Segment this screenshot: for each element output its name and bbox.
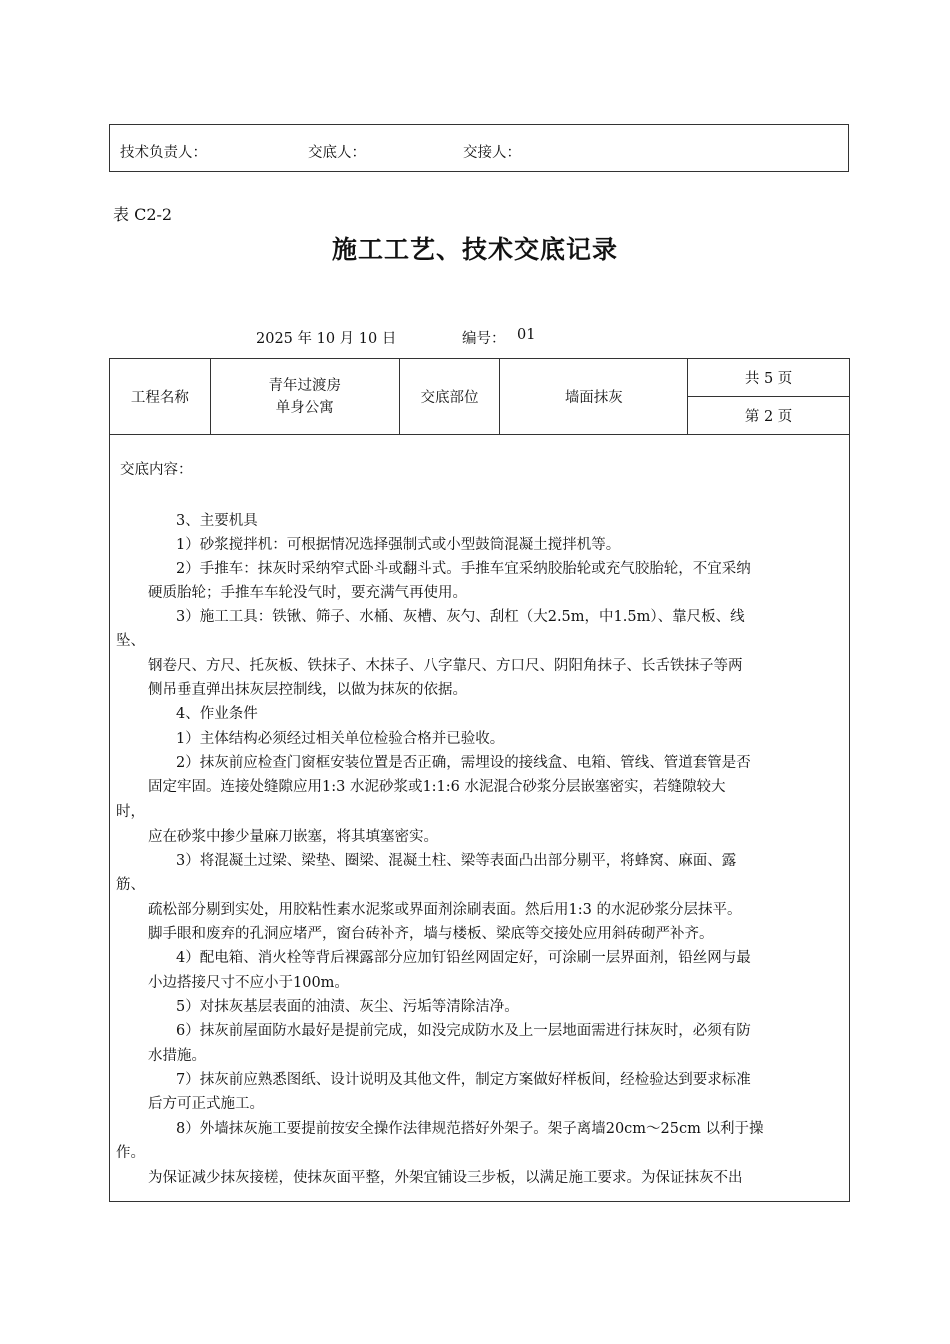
content-label: 交底内容： — [120, 462, 193, 478]
number-label: 编号： — [462, 331, 506, 347]
content-line: 1）主体结构必须经过相关单位检验合格并已验收。 — [176, 731, 505, 747]
content-line: 为保证减少抹灰接槎，使抹灰面平整，外架宜铺设三步板，以满足施工要求。为保证抹灰不出 — [148, 1170, 743, 1186]
content-line: 水措施。 — [148, 1048, 206, 1064]
content-line: 7）抹灰前应熟悉图纸、设计说明及其他文件，制定方案做好样板间，经检验达到要求标准 — [176, 1072, 751, 1088]
content-line: 3、主要机具 — [176, 513, 258, 529]
discloser-label: 交底人： — [308, 145, 366, 161]
form-number: 表 C2-2 — [113, 205, 173, 224]
project-name-line1: 青年过渡房 — [268, 377, 341, 394]
content-line: 6）抹灰前屋面防水最好是提前完成，如没完成防水及上一层地面需进行抹灰时，必须有防 — [176, 1023, 751, 1039]
header-table — [109, 358, 850, 435]
total-pages: 共 5 页 — [688, 359, 850, 397]
content-box — [109, 434, 850, 1202]
content-line: 2）手推车：抹灰时采纳窄式卧斗或翻斗式。手推车宜采纳胶胎轮或充气胶胎轮，不宜采纳 — [176, 561, 751, 577]
content-line: 应在砂浆中掺少量麻刀嵌塞，将其填塞密实。 — [148, 829, 438, 845]
content-line: 小边搭接尺寸不应小于100m。 — [148, 975, 349, 991]
content-line: 作。 — [116, 1145, 145, 1161]
disclosure-part-label: 交底部位 — [399, 359, 500, 435]
content-line: 后方可正式施工。 — [148, 1096, 264, 1112]
page-number: 第 2 页 — [688, 397, 850, 435]
content-line: 4、作业条件 — [176, 706, 258, 722]
content-line: 固定牢固。连接处缝隙应用1:3 水泥砂浆或1:1:6 水泥混合砂浆分层嵌塞密实，若缝隙较大 — [148, 779, 726, 795]
content-line: 5）对抹灰基层表面的油渍、灰尘、污垢等清除洁净。 — [176, 999, 519, 1015]
tech-lead-label: 技术负责人： — [120, 145, 207, 161]
content-line: 时， — [116, 804, 145, 820]
signature-box — [109, 124, 849, 172]
content-line: 3）将混凝土过梁、梁垫、圈梁、混凝土柱、梁等表面凸出部分剔平，将蜂窝、麻面、露 — [176, 853, 737, 869]
content-line: 8）外墙抹灰施工要提前按安全操作法律规范搭好外架子。架子离墙20cm～25cm 以利于操 — [176, 1121, 764, 1137]
record-number: 01 — [517, 327, 536, 343]
content-line: 脚手眼和废弃的孔洞应堵严，窗台砖补齐，墙与楼板、梁底等交接处应用斜砖砌严补齐。 — [148, 926, 714, 942]
receiver-label: 交接人： — [463, 145, 521, 161]
content-line: 3）施工工具：铁锹、筛子、水桶、灰槽、灰勺、刮杠（大2.5m，中1.5m）、靠尺板、线 — [176, 609, 745, 625]
content-line: 4）配电箱、消火栓等背后裸露部分应加钉铅丝网固定好，可涂刷一层界面剂，铅丝网与最 — [176, 950, 751, 966]
content-line: 2）抹灰前应检查门窗框安装位置是否正确，需埋设的接线盒、电箱、管线、管道套管是否 — [176, 755, 751, 771]
page-title: 施工工艺、技术交底记录 — [331, 235, 618, 264]
project-name-line2: 单身公寓 — [275, 399, 334, 416]
project-name-value — [210, 359, 399, 435]
content-line: 坠、 — [116, 633, 145, 649]
date: 2025 年 10 月 10 日 — [256, 331, 397, 347]
content-line: 1）砂浆搅拌机：可根据情况选择强制式或小型鼓筒混凝土搅拌机等。 — [176, 537, 621, 553]
content-line: 筋、 — [116, 877, 145, 893]
content-line: 侧吊垂直弹出抹灰层控制线，以做为抹灰的依据。 — [148, 682, 467, 698]
content-line: 硬质胎轮；手推车车轮没气时，要充满气再使用。 — [148, 585, 467, 601]
content-line: 钢卷尺、方尺、托灰板、铁抹子、木抹子、八字靠尺、方口尺、阴阳角抹子、长舌铁抹子等两 — [148, 658, 743, 674]
project-name-label: 工程名称 — [110, 359, 211, 435]
disclosure-part-value: 墙面抹灰 — [500, 359, 688, 435]
content-line: 疏松部分剔到实处，用胶粘性素水泥浆或界面剂涂刷表面。然后用1:3 的水泥砂浆分层抹平。 — [148, 902, 742, 918]
